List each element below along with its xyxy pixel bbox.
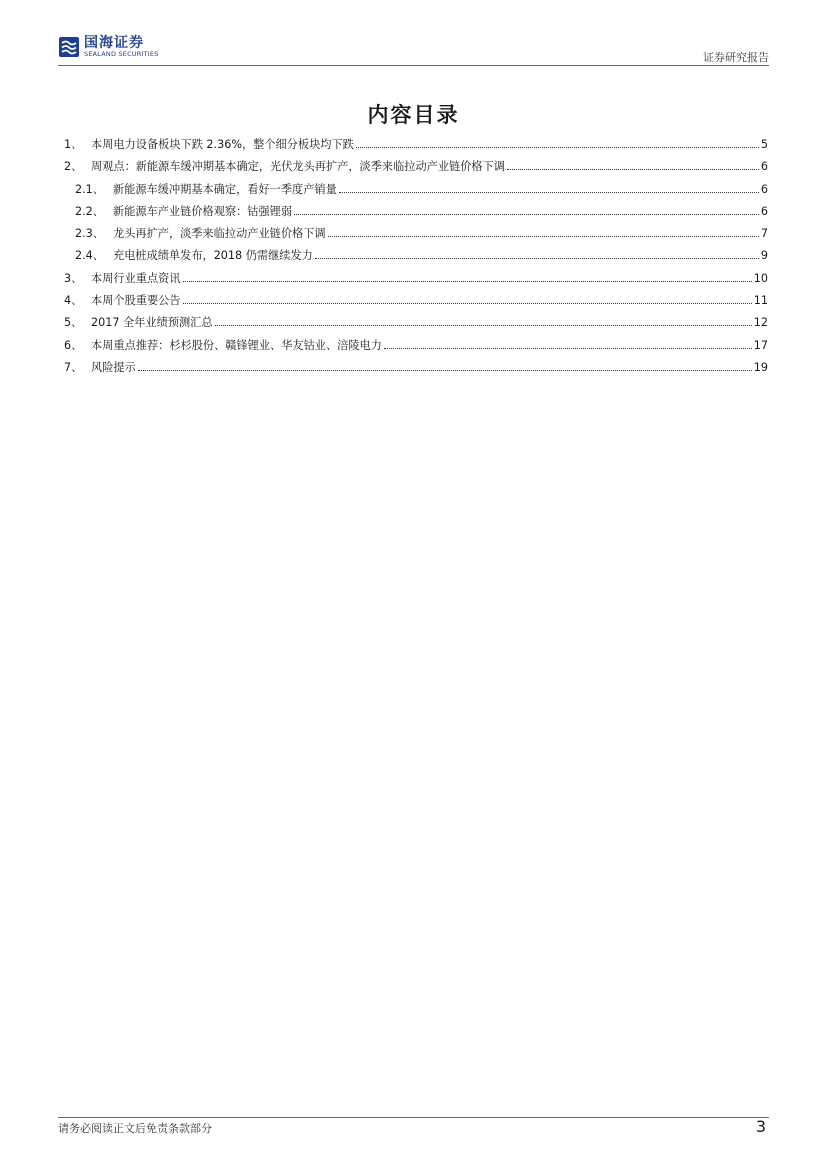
toc-entry-label: 本周个股重要公告 xyxy=(91,294,181,308)
toc-entry-number: 7、 xyxy=(64,360,83,374)
dot-leader xyxy=(183,303,752,304)
toc-entry-label: 本周重点推荐：杉杉股份、赣锋锂业、华友钴业、涪陵电力 xyxy=(91,338,382,352)
toc-entry-label: 2017 全年业绩预测汇总 xyxy=(91,316,213,330)
toc-entry-page: 6 xyxy=(760,182,768,196)
dot-leader xyxy=(294,214,759,215)
toc-entry-label: 新能源车产业链价格观察：钴强锂弱 xyxy=(113,204,293,218)
page-header xyxy=(58,36,769,66)
footer-disclaimer: 请务必阅读正文后免责条款部分 xyxy=(58,1122,212,1135)
toc-entry-label: 周观点：新能源车缓冲期基本确定，光伏龙头再扩产，淡季来临拉动产业链价格下调 xyxy=(91,160,505,174)
dot-leader xyxy=(356,147,759,148)
toc-entry[interactable] xyxy=(64,359,768,381)
toc-entry-number: 4、 xyxy=(64,294,83,308)
toc-entry-label: 龙头再扩产，淡季来临拉动产业链价格下调 xyxy=(113,227,326,241)
dot-leader xyxy=(215,325,752,326)
company-logo xyxy=(58,36,159,58)
brand-name-cn: 国海证券 xyxy=(84,35,144,52)
dot-leader xyxy=(315,258,759,259)
toc-entry-page: 17 xyxy=(753,338,768,352)
toc-entry-page: 6 xyxy=(760,160,768,174)
toc-entry-page: 6 xyxy=(760,204,768,218)
toc-entry-page: 9 xyxy=(760,249,768,263)
dot-leader xyxy=(384,348,752,349)
header-divider xyxy=(58,65,769,66)
toc-entry[interactable] xyxy=(64,337,768,359)
table-of-contents xyxy=(64,136,768,381)
dot-leader xyxy=(328,236,759,237)
toc-entry-number: 2.4、 xyxy=(75,249,104,263)
toc-entry-label: 风险提示 xyxy=(91,360,136,374)
toc-entry-page: 19 xyxy=(753,360,768,374)
toc-entry-page: 12 xyxy=(753,316,768,330)
dot-leader xyxy=(183,281,752,282)
toc-entry-page: 11 xyxy=(753,294,768,308)
toc-entry[interactable] xyxy=(64,158,768,180)
dot-leader xyxy=(138,370,752,371)
toc-entry-page: 10 xyxy=(753,271,768,285)
toc-entry-page: 5 xyxy=(760,138,768,151)
toc-entry[interactable] xyxy=(64,136,768,158)
dot-leader xyxy=(507,169,759,170)
dot-leader xyxy=(339,192,759,193)
toc-entry-number: 5、 xyxy=(64,316,83,330)
toc-entry-number: 2、 xyxy=(64,160,83,174)
toc-entry-number: 2.2、 xyxy=(75,204,104,218)
toc-entry-page: 7 xyxy=(760,227,768,241)
toc-entry-label: 本周电力设备板块下跌 2.36%，整个细分板块均下跌 xyxy=(91,138,354,151)
toc-entry[interactable] xyxy=(64,270,768,292)
toc-entry[interactable] xyxy=(64,292,768,314)
page-number: 3 xyxy=(755,1117,766,1136)
toc-title: 内容目录 xyxy=(367,102,460,127)
toc-entry-number: 6、 xyxy=(64,338,83,352)
toc-entry[interactable] xyxy=(64,314,768,336)
footer-divider xyxy=(58,1117,769,1118)
toc-subentry[interactable] xyxy=(64,225,768,247)
toc-entry-label: 新能源车缓冲期基本确定，看好一季度产销量 xyxy=(113,182,337,196)
toc-entry-number: 1、 xyxy=(64,138,83,151)
toc-entry-label: 充电桩成绩单发布，2018 仍需继续发力 xyxy=(113,249,313,263)
toc-entry-number: 2.3、 xyxy=(75,227,104,241)
toc-entry-number: 2.1、 xyxy=(75,182,104,196)
report-type: 证券研究报告 xyxy=(703,51,769,64)
brand-name-en: SEALAND SECURITIES xyxy=(84,50,159,59)
toc-subentry[interactable] xyxy=(64,181,768,203)
toc-entry-label: 本周行业重点资讯 xyxy=(91,271,181,285)
toc-subentry[interactable] xyxy=(64,247,768,269)
toc-subentry[interactable] xyxy=(64,203,768,225)
toc-entry-number: 3、 xyxy=(64,271,83,285)
sealand-logo-icon xyxy=(58,36,80,58)
